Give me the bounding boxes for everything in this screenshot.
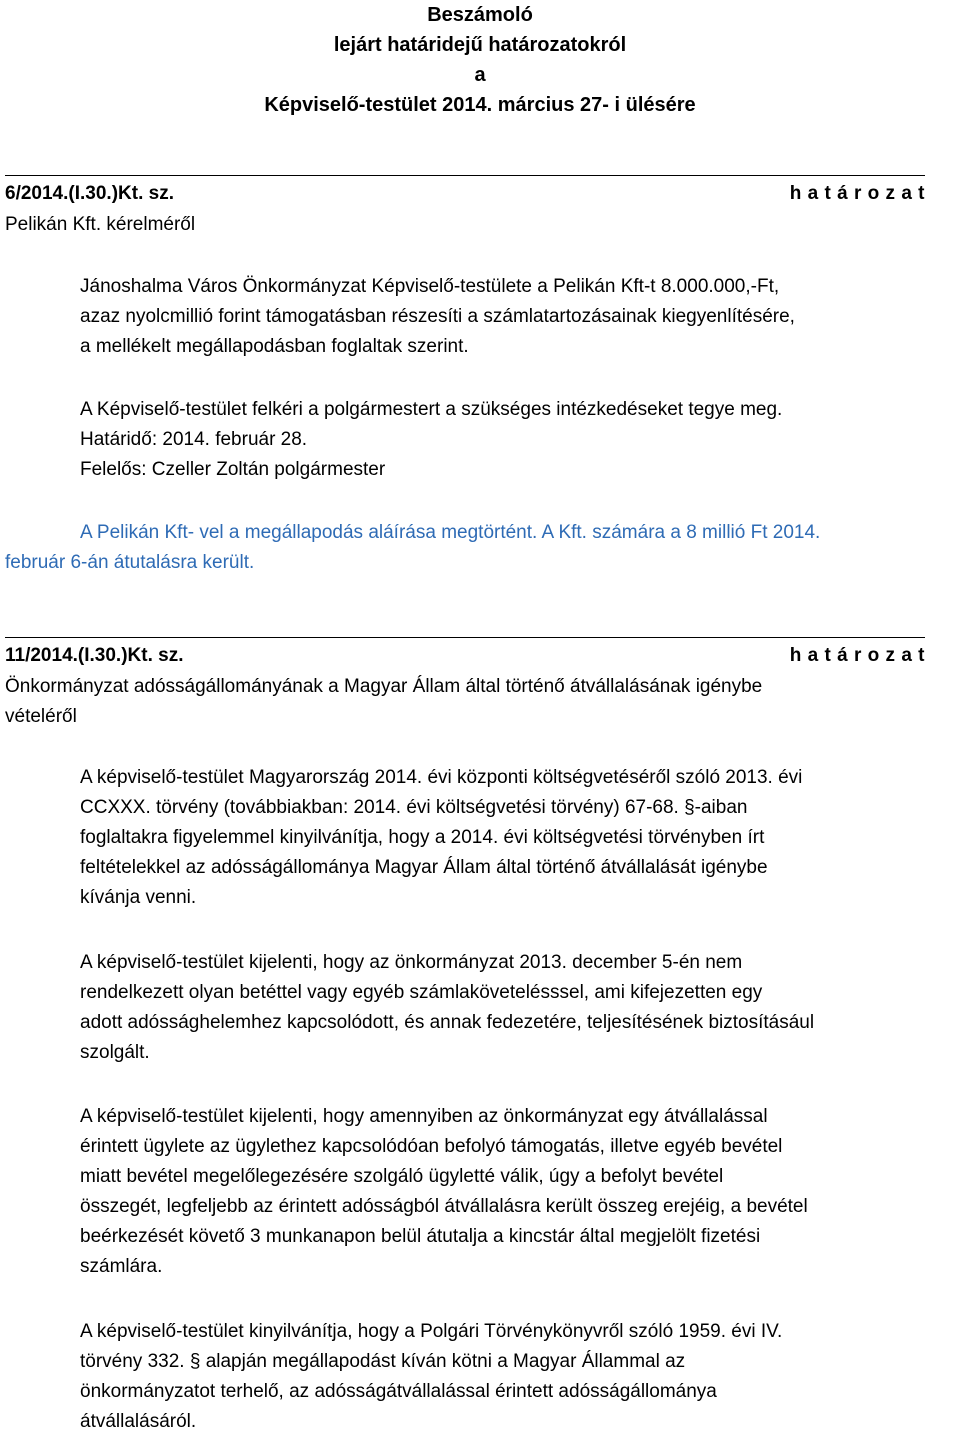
report-line: A Pelikán Kft- vel a megállapodás aláírása megtörtént. A Kft. számára a 8 millió Ft 2014. (80, 522, 821, 543)
text-line: szolgált. (80, 1042, 150, 1063)
resolution-keyword: h a t á r o z a t (789, 183, 925, 204)
text-line: összegét, legfeljebb az érintett adósságból átvállalásra került összeg erejéig, a bevétel (80, 1196, 808, 1217)
resolution-paragraph-3 (80, 1102, 955, 1282)
text-line: A képviselő-testület Magyarország 2014. évi központi költségvetéséről szóló 2013. évi (80, 767, 803, 788)
text-line: azaz nyolcmillió forint támogatásban részesíti a számlatartozásainak kiegyenlítésére, (80, 306, 795, 327)
text-line: Jánoshalma Város Önkormányzat Képviselő-testülete a Pelikán Kft-t 8.000.000,-Ft, (80, 276, 780, 297)
responsible-person: Felelős: Czeller Zoltán polgármester (80, 459, 386, 480)
text-line: kívánja venni. (80, 887, 197, 908)
text-line: a mellékelt megállapodásban foglaltak szerint. (80, 336, 469, 357)
title-line-4: Képviselő-testület 2014. március 27- i ülésére (264, 94, 696, 116)
title-line-2: lejárt határidejű határozatokról (333, 34, 627, 56)
resolution-instruction (80, 395, 955, 485)
title-line-1: Beszámoló (427, 4, 533, 26)
resolution-subject: Pelikán Kft. kérelméről (5, 214, 196, 235)
text-line: rendelkezett olyan betéttel vagy egyéb számlakövetelésssel, ami kifejezetten egy (80, 982, 763, 1003)
header-underline (5, 637, 925, 638)
text-line: A képviselő-testület kijelenti, hogy az önkormányzat 2013. december 5-én nem (80, 952, 743, 973)
resolution-paragraph-2 (80, 948, 955, 1068)
text-line: átvállalásáról. (80, 1411, 197, 1432)
text-line: A képviselő-testület kijelenti, hogy amennyiben az önkormányzat egy átvállalással (80, 1106, 768, 1127)
resolution-paragraph-4 (80, 1317, 955, 1437)
text-line: A Képviselő-testület felkéri a polgármestert a szükséges intézkedéseket tegye meg. (80, 399, 783, 420)
resolution-number: 11/2014.(I.30.)Kt. sz. (5, 645, 184, 666)
text-line: A képviselő-testület kinyilvánítja, hogy a Polgári Törvénykönyvről szóló 1959. évi IV. (80, 1321, 783, 1342)
subject-line: vételéről (5, 706, 77, 727)
text-line: foglaltakra figyelemmel kinyilvánítja, hogy a 2014. évi költségvetési törvényben írt (80, 827, 765, 848)
text-line: számlára. (80, 1256, 163, 1277)
text-line: beérkezését követő 3 munkanapon belül átutalja a kincstár által megjelölt fizetési (80, 1226, 761, 1247)
text-line: adott adóssághelemhez kapcsolódott, és annak fedezetére, teljesítésének biztosításául (80, 1012, 815, 1033)
resolution-keyword: h a t á r o z a t (789, 645, 925, 666)
text-line: önkormányzatot terhelő, az adósságátvállalással érintett adósságállománya (80, 1381, 717, 1402)
resolution-number: 6/2014.(I.30.)Kt. sz. (5, 183, 174, 204)
deadline: Határidő: 2014. február 28. (80, 429, 308, 450)
resolution-text (80, 272, 955, 362)
subject-line: Önkormányzat adósságállományának a Magyar Állam által történő átvállalásának igénybe (5, 676, 763, 697)
resolution-paragraph-1 (80, 763, 955, 913)
text-line: feltételekkel az adósságállománya Magyar Állam által történő átvállalását igénybe (80, 857, 768, 878)
text-line: érintett ügylete az ügylethez kapcsolódóan befolyó támogatás, illetve egyéb bevétel (80, 1136, 783, 1157)
title-line-3: a (474, 64, 486, 86)
text-line: miatt bevétel megelőlegezésére szolgáló ügyletté válik, úgy a befolyt bevétel (80, 1166, 724, 1187)
status-report (80, 518, 955, 548)
header-underline (5, 175, 925, 176)
resolution-subject (5, 672, 762, 732)
report-line: február 6-án átutalásra került. (5, 552, 255, 573)
text-line: CCXXX. törvény (továbbiakban: 2014. évi költségvetési törvény) 67-68. §-aiban (80, 797, 748, 818)
text-line: törvény 332. § alapján megállapodást kíván kötni a Magyar Állammal az (80, 1351, 686, 1372)
document-title (0, 0, 960, 120)
